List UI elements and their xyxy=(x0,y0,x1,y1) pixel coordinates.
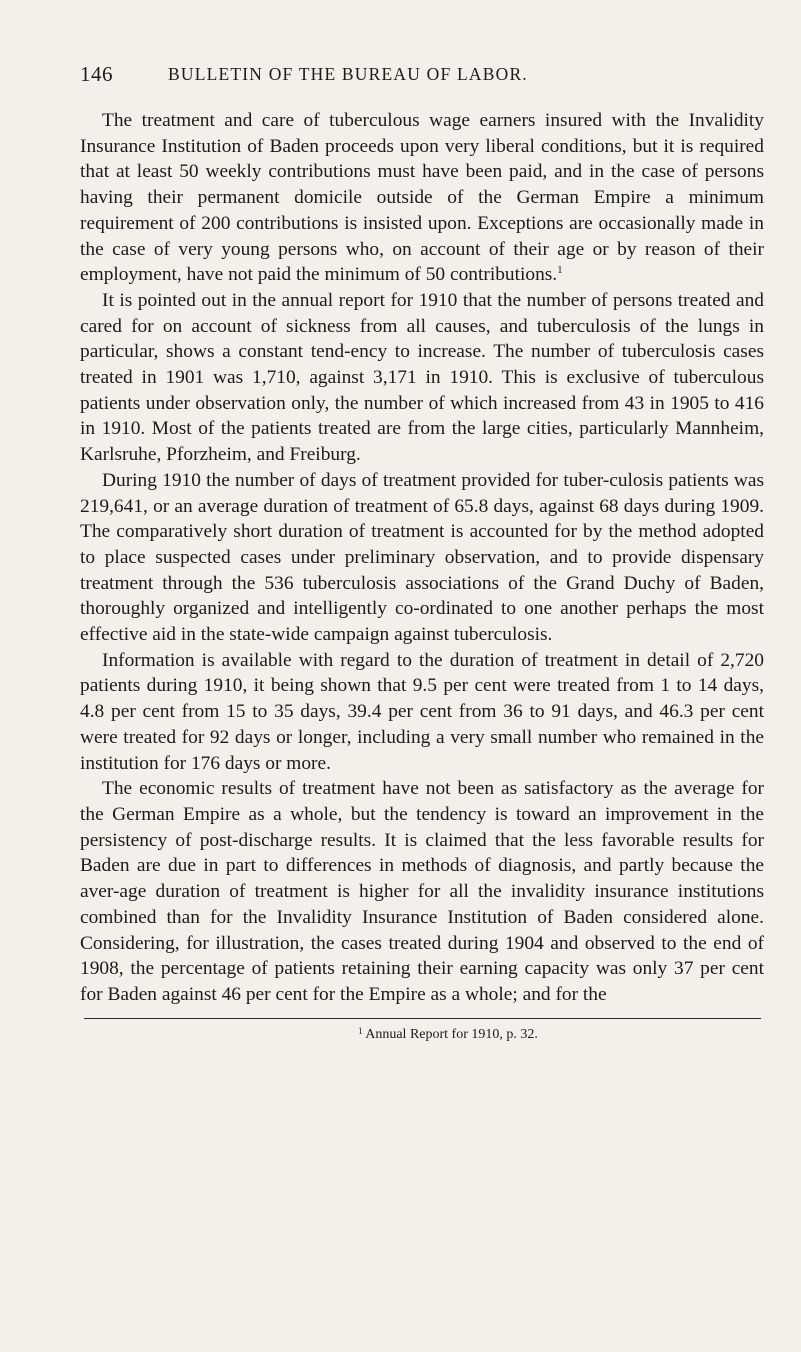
paragraph: Information is available with regard to the duration of treatment in detail of 2,720 patients during 1910, it being shown that 9.5 per cent were treated from 1 to 14 days, 4.8 per cent from 15 to 35 days, 39.4 per cent from 36 to 91 days, and 46.3 per cent were treated for 92 days or longer, including a very small number who remained in the institution for 176 days or more. xyxy=(80,649,764,774)
running-head: BULLETIN OF THE BUREAU OF LABOR. xyxy=(168,64,528,84)
paragraph: During 1910 the number of days of treatment provided for tuber-culosis patients was 219,641, or an average duration of treatment of 65.8 days, against 68 days during 1909. The comparatively short duration of treatment is accounted for by the method adopted to place suspected cases under preliminary observation, and to provide dispensary treatment through the 536 tuberculosis associations of the Grand Duchy of Baden, thoroughly organized and intelligently co-ordinated to one another perhaps the most effective aid in the state-wide campaign against tuberculosis. xyxy=(80,469,764,646)
document-page xyxy=(80,62,764,1043)
footnote xyxy=(80,1027,764,1043)
page-number: 146 xyxy=(80,62,113,86)
paragraph xyxy=(80,108,764,288)
footnote-marker: 1 xyxy=(358,1025,363,1036)
footnote-text: Annual Report for 1910, p. 32. xyxy=(365,1026,538,1042)
paragraph: The economic results of treatment have not been as satisfactory as the average for the German Empire as a whole, but the tendency is toward an improvement in the persistency of post-discharge results. It is claimed that the less favorable results for Baden are due in part to differences in methods of diagnosis, and partly because the aver-age duration of treatment is higher for all the invalidity insurance institutions combined than for the Invalidity Insurance Institution of Baden considered alone. Considering, for illustration, the cases treated during 1904 and observed to the end of 1908, the percentage of patients retaining their earning capacity was only 37 per cent for Baden against 46 per cent for the Empire as a whole; and for the xyxy=(80,778,764,1005)
footnote-reference: 1 xyxy=(557,264,563,277)
page-header xyxy=(80,62,764,92)
paragraph-text: The treatment and care of tuberculous wage earners insured with the Invalidity Insurance Institution of Baden proceeds upon very liberal conditions, but it is required that at least 50 weekly contributions must have been paid, and in the case of persons having their permanent domicile outside of the German Empire a minimum requirement of 200 contributions is insisted upon. Exceptions are occasionally made in the case of very young persons who, on account of their age or by reason of their employment, have not paid the minimum of 50 contributions. xyxy=(80,110,764,286)
paragraph: It is pointed out in the annual report for 1910 that the number of persons treated and cared for on account of sickness from all causes, and tuberculosis of the lungs in particular, shows a constant tend-ency to increase. The number of tuberculosis cases treated in 1901 was 1,710, against 3,171 in 1910. This is exclusive of tuberculous patients under observation only, the number of which increased from 43 in 1905 to 416 in 1910. Most of the patients treated are from the large cities, particularly Mannheim, Karlsruhe, Pforzheim, and Freiburg. xyxy=(80,289,764,466)
footnote-divider xyxy=(84,1018,761,1019)
body-text xyxy=(80,108,764,1008)
